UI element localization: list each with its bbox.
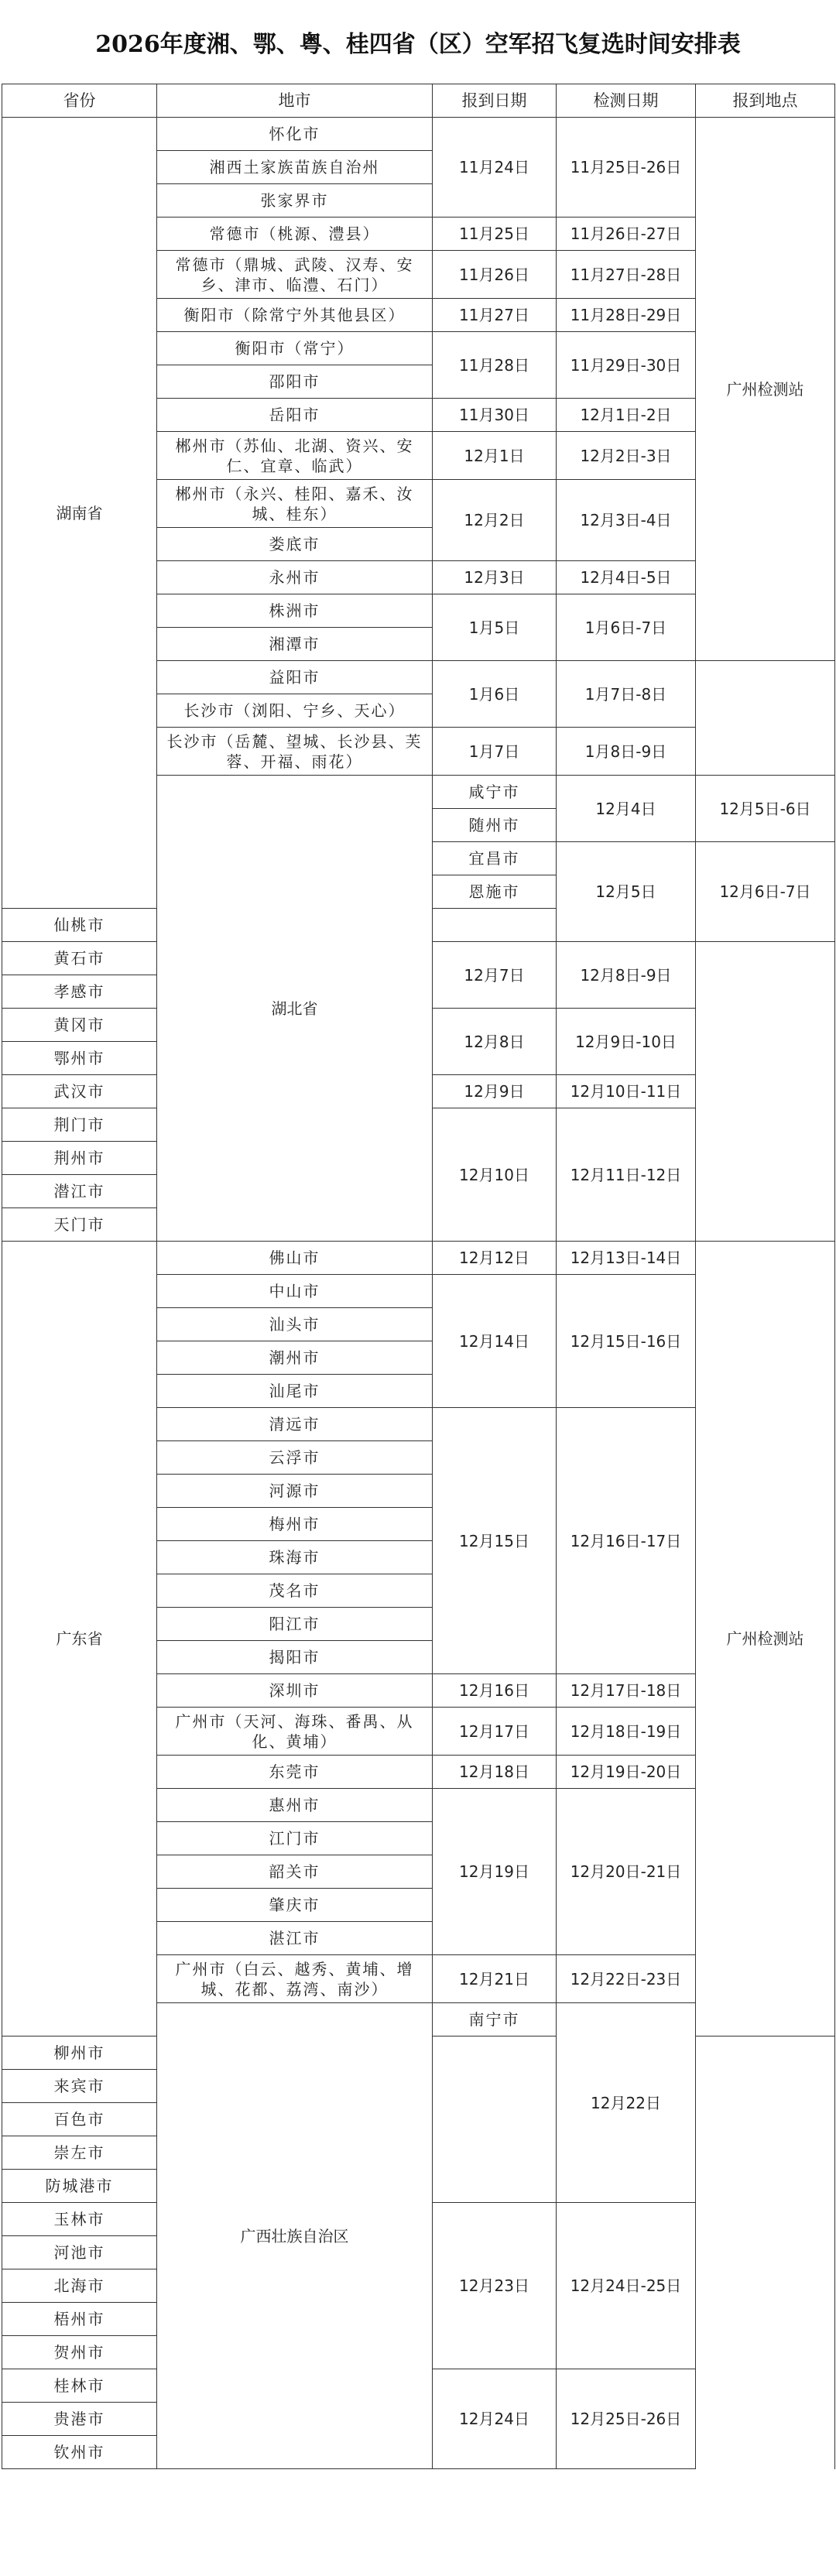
schedule-body xyxy=(2,118,835,2469)
header-test-date: 检测日期 xyxy=(557,84,696,118)
city-cell: 中山市 xyxy=(157,1275,433,1308)
register-date-cell: 12月18日 xyxy=(433,1756,557,1789)
city-cell: 衡阳市（除常宁外其他县区） xyxy=(157,299,433,332)
schedule-table xyxy=(2,84,835,2469)
city-cell: 潮州市 xyxy=(157,1341,433,1375)
city-cell: 揭阳市 xyxy=(157,1641,433,1674)
register-date-cell: 12月7日 xyxy=(433,942,557,1009)
register-date-cell: 12月16日 xyxy=(433,1674,557,1708)
header-register-place: 报到地点 xyxy=(696,84,835,118)
test-date-cell: 12月5日-6日 xyxy=(696,776,835,842)
city-cell: 南宁市 xyxy=(433,2003,557,2036)
city-cell: 天门市 xyxy=(2,1208,157,1242)
province-cell: 广西壮族自治区 xyxy=(157,2003,433,2469)
city-cell: 益阳市 xyxy=(157,661,433,694)
register-date-cell: 11月27日 xyxy=(433,299,557,332)
register-date-cell: 12月3日 xyxy=(433,561,557,594)
test-date-cell: 1月6日-7日 xyxy=(557,594,696,661)
city-cell: 随州市 xyxy=(433,809,557,842)
city-cell: 张家界市 xyxy=(157,184,433,218)
test-date-cell: 12月6日-7日 xyxy=(696,842,835,942)
register-date-cell: 11月24日 xyxy=(433,118,557,218)
city-cell: 云浮市 xyxy=(157,1441,433,1475)
test-date-cell: 12月8日-9日 xyxy=(557,942,696,1009)
test-date-cell: 12月20日-21日 xyxy=(557,1789,696,1955)
city-cell: 北海市 xyxy=(2,2269,157,2303)
test-date-cell: 12月24日-25日 xyxy=(557,2203,696,2369)
city-cell: 长沙市（岳麓、望城、长沙县、芙蓉、开福、雨花） xyxy=(157,728,433,776)
city-cell: 来宾市 xyxy=(2,2070,157,2103)
register-date-cell: 12月19日 xyxy=(433,1789,557,1955)
city-cell: 梧州市 xyxy=(2,2303,157,2336)
table-row xyxy=(2,1242,835,1275)
city-cell: 广州市（天河、海珠、番禺、从化、黄埔） xyxy=(157,1708,433,1756)
register-date-cell: 1月6日 xyxy=(433,661,557,728)
register-date-cell: 12月12日 xyxy=(433,1242,557,1275)
test-date-cell: 12月17日-18日 xyxy=(557,1674,696,1708)
test-date-cell: 12月9日-10日 xyxy=(557,1009,696,1075)
city-cell: 邵阳市 xyxy=(157,365,433,399)
city-cell: 黄冈市 xyxy=(2,1009,157,1042)
city-cell: 湘西土家族苗族自治州 xyxy=(157,151,433,184)
register-date-cell: 12月17日 xyxy=(433,1708,557,1756)
test-date-cell: 1月7日-8日 xyxy=(557,661,696,728)
test-date-cell: 12月25日-26日 xyxy=(557,2369,696,2469)
city-cell: 郴州市（苏仙、北湖、资兴、安仁、宜章、临武） xyxy=(157,432,433,480)
city-cell: 恩施市 xyxy=(433,875,557,909)
test-date-cell: 12月13日-14日 xyxy=(557,1242,696,1275)
city-cell: 肇庆市 xyxy=(157,1889,433,1922)
city-cell: 湘潭市 xyxy=(157,628,433,661)
city-cell: 河池市 xyxy=(2,2236,157,2269)
register-date-cell: 12月4日 xyxy=(557,776,696,842)
city-cell: 荆州市 xyxy=(2,1142,157,1175)
city-cell: 鄂州市 xyxy=(2,1042,157,1075)
city-cell: 咸宁市 xyxy=(433,776,557,809)
city-cell: 娄底市 xyxy=(157,528,433,561)
city-cell: 汕头市 xyxy=(157,1308,433,1341)
city-cell: 汕尾市 xyxy=(157,1375,433,1408)
test-date-cell: 12月1日-2日 xyxy=(557,399,696,432)
register-date-cell: 12月10日 xyxy=(433,1108,557,1242)
city-cell: 桂林市 xyxy=(2,2369,157,2403)
city-cell: 黄石市 xyxy=(2,942,157,975)
city-cell: 常德市（桃源、澧县） xyxy=(157,218,433,251)
province-cell: 广东省 xyxy=(2,1242,157,2036)
header-province: 省份 xyxy=(2,84,157,118)
city-cell: 防城港市 xyxy=(2,2170,157,2203)
city-cell: 玉林市 xyxy=(2,2203,157,2236)
city-cell: 东莞市 xyxy=(157,1756,433,1789)
table-row xyxy=(2,118,835,151)
register-place-cell: 广州检测站 xyxy=(696,1242,835,2036)
test-date-cell: 12月19日-20日 xyxy=(557,1756,696,1789)
city-cell: 江门市 xyxy=(157,1822,433,1855)
register-date-cell: 11月26日 xyxy=(433,251,557,299)
city-cell: 仙桃市 xyxy=(2,909,157,942)
test-date-cell: 12月18日-19日 xyxy=(557,1708,696,1756)
test-date-cell: 12月4日-5日 xyxy=(557,561,696,594)
city-cell: 梅州市 xyxy=(157,1508,433,1541)
register-date-cell: 11月28日 xyxy=(433,332,557,399)
register-date-cell: 11月30日 xyxy=(433,399,557,432)
city-cell: 柳州市 xyxy=(2,2036,157,2070)
city-cell: 岳阳市 xyxy=(157,399,433,432)
header-city: 地市 xyxy=(157,84,433,118)
city-cell: 钦州市 xyxy=(2,2436,157,2469)
province-cell: 湖南省 xyxy=(2,118,157,909)
test-date-cell: 12月10日-11日 xyxy=(557,1075,696,1108)
header-row xyxy=(2,84,835,118)
test-date-cell: 12月11日-12日 xyxy=(557,1108,696,1242)
city-cell: 河源市 xyxy=(157,1475,433,1508)
register-date-cell: 12月15日 xyxy=(433,1408,557,1674)
city-cell: 潜江市 xyxy=(2,1175,157,1208)
city-cell: 珠海市 xyxy=(157,1541,433,1574)
city-cell: 崇左市 xyxy=(2,2136,157,2170)
register-date-cell: 12月24日 xyxy=(433,2369,557,2469)
city-cell: 永州市 xyxy=(157,561,433,594)
city-cell: 惠州市 xyxy=(157,1789,433,1822)
register-date-cell: 12月2日 xyxy=(433,480,557,561)
register-place-cell: 广州检测站 xyxy=(696,118,835,661)
city-cell: 株洲市 xyxy=(157,594,433,628)
test-date-cell: 11月26日-27日 xyxy=(557,218,696,251)
city-cell: 孝感市 xyxy=(2,975,157,1009)
city-cell: 长沙市（浏阳、宁乡、天心） xyxy=(157,694,433,728)
page-title: 2026年度湘、鄂、粤、桂四省（区）空军招飞复选时间安排表 xyxy=(95,31,741,58)
register-date-cell: 11月25日 xyxy=(433,218,557,251)
test-date-cell: 12月2日-3日 xyxy=(557,432,696,480)
register-date-cell: 12月1日 xyxy=(433,432,557,480)
test-date-cell: 11月25日-26日 xyxy=(557,118,696,218)
city-cell: 深圳市 xyxy=(157,1674,433,1708)
city-cell: 贺州市 xyxy=(2,2336,157,2369)
city-cell: 郴州市（永兴、桂阳、嘉禾、汝城、桂东） xyxy=(157,480,433,528)
register-date-cell: 12月22日 xyxy=(557,2003,696,2203)
register-date-cell: 12月14日 xyxy=(433,1275,557,1408)
register-date-cell: 1月7日 xyxy=(433,728,557,776)
register-date-cell: 1月5日 xyxy=(433,594,557,661)
city-cell: 贵港市 xyxy=(2,2403,157,2436)
city-cell: 广州市（白云、越秀、黄埔、增城、花都、荔湾、南沙） xyxy=(157,1955,433,2003)
city-cell: 湛江市 xyxy=(157,1922,433,1955)
city-cell: 佛山市 xyxy=(157,1242,433,1275)
province-cell: 湖北省 xyxy=(157,776,433,1242)
city-cell: 阳江市 xyxy=(157,1608,433,1641)
test-date-cell: 12月16日-17日 xyxy=(557,1408,696,1674)
test-date-cell: 1月8日-9日 xyxy=(557,728,696,776)
city-cell: 百色市 xyxy=(2,2103,157,2136)
header-register-date: 报到日期 xyxy=(433,84,557,118)
register-date-cell: 12月5日 xyxy=(557,842,696,942)
register-date-cell: 12月9日 xyxy=(433,1075,557,1108)
city-cell: 常德市（鼎城、武陵、汉寿、安乡、津市、临澧、石门） xyxy=(157,251,433,299)
city-cell: 清远市 xyxy=(157,1408,433,1441)
city-cell: 武汉市 xyxy=(2,1075,157,1108)
city-cell: 荆门市 xyxy=(2,1108,157,1142)
city-cell: 宜昌市 xyxy=(433,842,557,875)
register-date-cell: 12月8日 xyxy=(433,1009,557,1075)
city-cell: 怀化市 xyxy=(157,118,433,151)
city-cell: 茂名市 xyxy=(157,1574,433,1608)
test-date-cell: 12月22日-23日 xyxy=(557,1955,696,2003)
city-cell: 衡阳市（常宁） xyxy=(157,332,433,365)
test-date-cell: 12月3日-4日 xyxy=(557,480,696,561)
test-date-cell: 11月29日-30日 xyxy=(557,332,696,399)
register-date-cell: 12月23日 xyxy=(433,2203,557,2369)
test-date-cell: 11月27日-28日 xyxy=(557,251,696,299)
test-date-cell: 11月28日-29日 xyxy=(557,299,696,332)
register-date-cell: 12月21日 xyxy=(433,1955,557,2003)
test-date-cell: 12月15日-16日 xyxy=(557,1275,696,1408)
city-cell: 韶关市 xyxy=(157,1855,433,1889)
